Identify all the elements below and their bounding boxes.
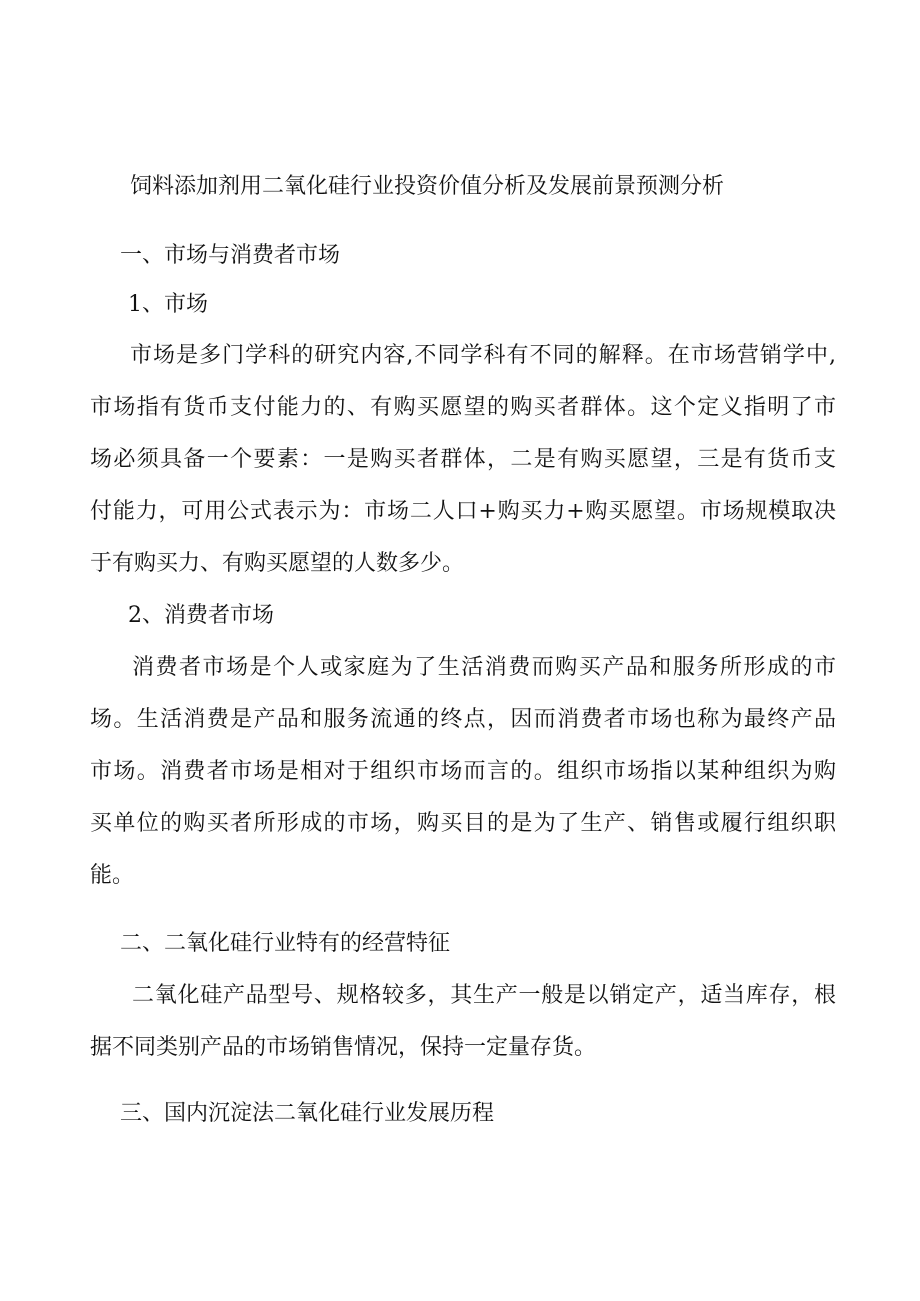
section1-sub2-heading: 2、消费者市场 (128, 603, 274, 628)
section2-line-2: 据不同类别产品的市场销售情况，保持一定量存货。 (90, 1035, 597, 1060)
section2-line-1: 二氧化硅产品型号、规格较多，其生产一般是以销定产，适当库存，根 (132, 983, 836, 1008)
section1-sub2-line-5: 能。 (90, 863, 135, 888)
section2-heading: 二、二氧化硅行业特有的经营特征 (120, 931, 451, 956)
section1-sub2-line-1: 消费者市场是个人或家庭为了生活消费而购买产品和服务所形成的市 (132, 655, 836, 680)
section1-sub1-heading: 1、市场 (128, 292, 208, 317)
document-title: 饲料添加剂用二氧化硅行业投资价值分析及发展前景预测分析 (130, 174, 725, 199)
section1-sub1-line-2: 市场指有货币支付能力的、有购买愿望的购买者群体。这个定义指明了市 (90, 395, 836, 420)
section1-sub1-line-5: 于有购买力、有购买愿望的人数多少。 (90, 551, 465, 576)
section1-sub2-line-4: 买单位的购买者所形成的市场，购买目的是为了生产、销售或履行组织职 (90, 811, 836, 836)
section1-sub1-line-3: 场必须具备一个要素：一是购买者群体，二是有购买愿望，三是有货币支 (90, 447, 836, 472)
section3-heading: 三、国内沉淀法二氧化硅行业发展历程 (120, 1101, 495, 1126)
section1-sub1-line-4: 付能力，可用公式表示为：市场二人口+购买力+购买愿望。市场规模取决 (90, 499, 836, 524)
section1-sub2-line-3: 市场。消费者市场是相对于组织市场而言的。组织市场指以某种组织为购 (90, 759, 836, 784)
section1-sub2-line-2: 场。生活消费是产品和服务流通的终点，因而消费者市场也称为最终产品 (90, 707, 836, 732)
section1-sub1-line-1: 市场是多门学科的研究内容,不同学科有不同的解释。在市场营销学中, (130, 343, 836, 368)
section1-heading: 一、市场与消费者市场 (120, 243, 341, 268)
